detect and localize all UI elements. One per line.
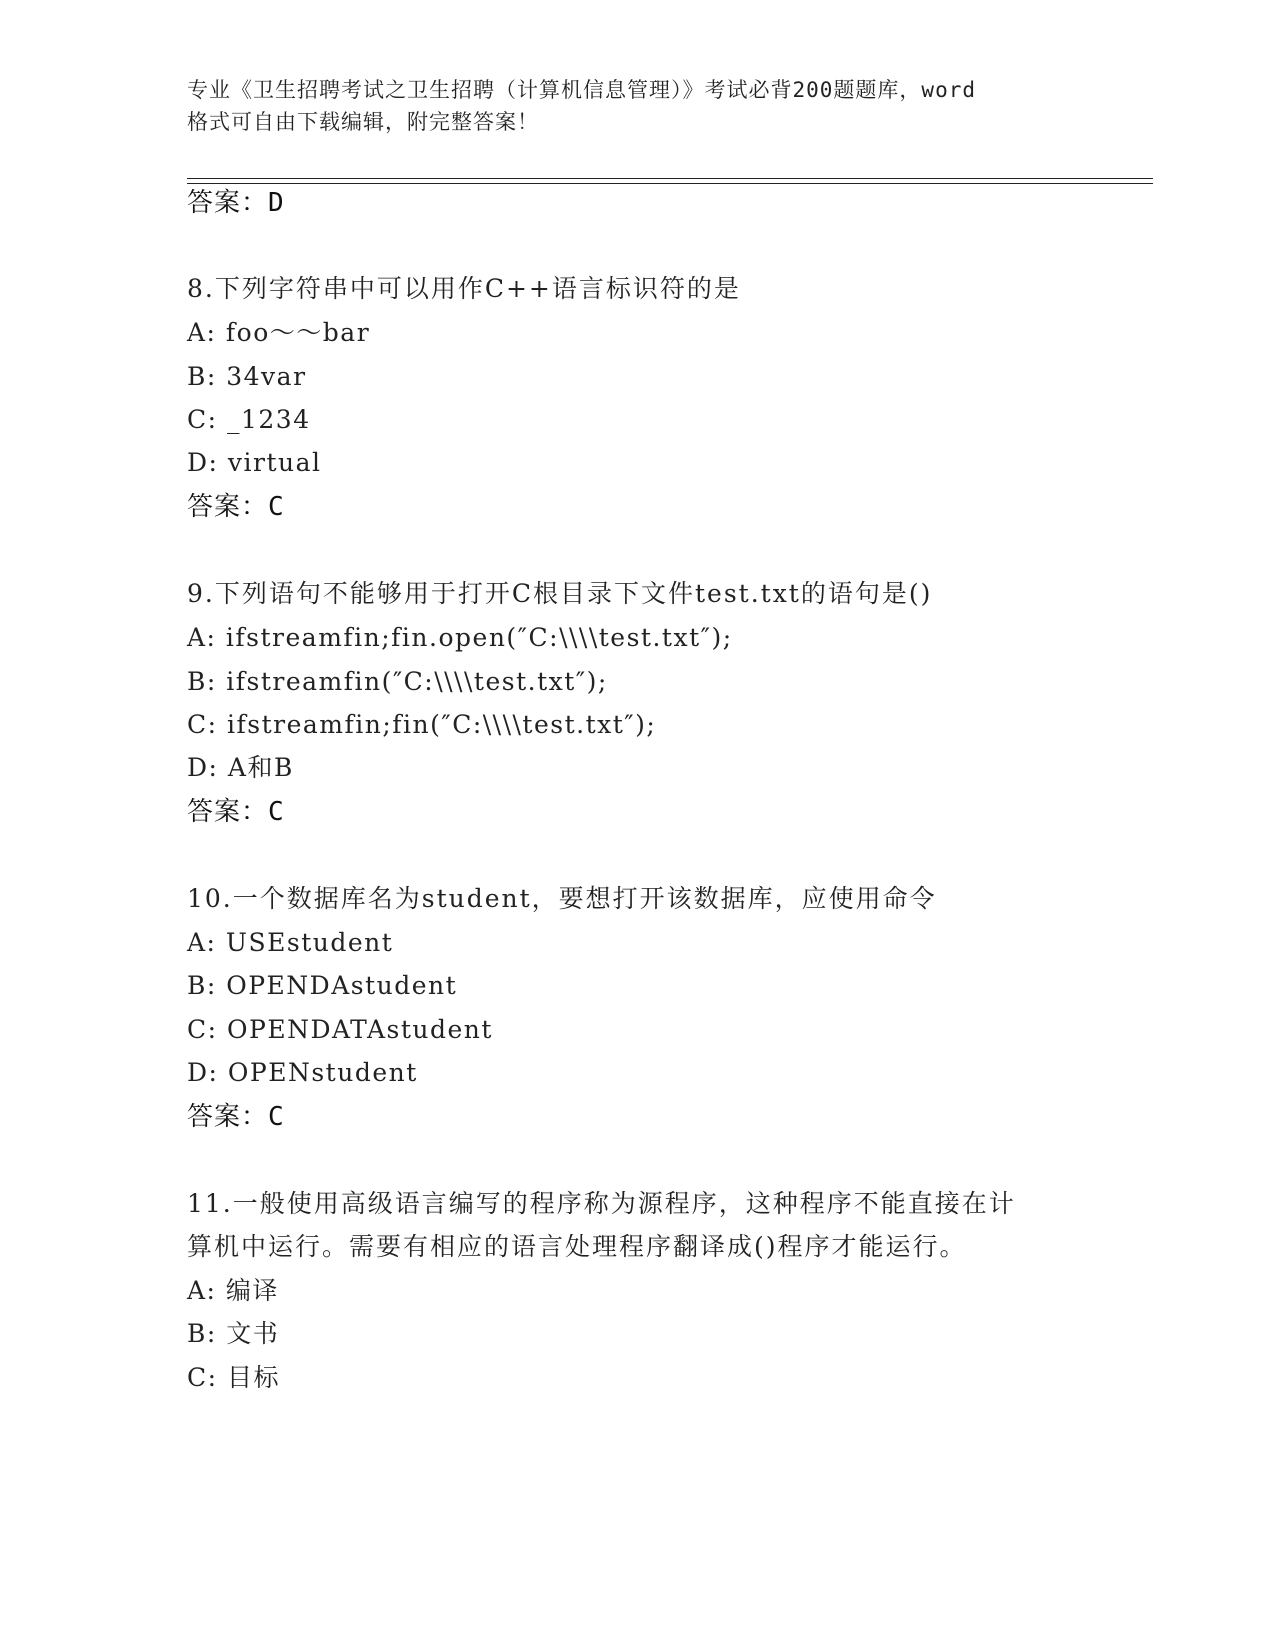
question-9-option-a: A: ifstreamfin;fin.open(″C:\\\\test.txt″); xyxy=(187,623,733,652)
question-10-option-d: D: OPENstudent xyxy=(187,1058,418,1087)
header-divider-bottom xyxy=(187,183,1153,184)
header-line-2: 格式可自由下载编辑，附完整答案！ xyxy=(187,110,539,134)
question-11-option-a: A: 编译 xyxy=(187,1276,279,1305)
question-8-option-c: C: _1234 xyxy=(187,405,311,434)
answer-previous: 答案：D xyxy=(187,188,285,218)
question-8-option-b: B: 34var xyxy=(187,362,307,391)
question-8-answer: 答案：C xyxy=(187,492,285,522)
question-8-option-d: D: virtual xyxy=(187,448,322,477)
question-9-option-c: C: ifstreamfin;fin(″C:\\\\test.txt″); xyxy=(187,710,657,739)
document-header xyxy=(187,74,1087,138)
question-8-stem: 8.下列字符串中可以用作C++语言标识符的是 xyxy=(187,274,741,303)
question-10-stem: 10.一个数据库名为student，要想打开该数据库，应使用命令 xyxy=(187,884,937,913)
question-11-stem-line-1: 11.一般使用高级语言编写的程序称为源程序，这种程序不能直接在计 xyxy=(187,1189,1016,1218)
question-10-option-c: C: OPENDATAstudent xyxy=(187,1015,493,1044)
question-9-option-d: D: A和B xyxy=(187,753,294,782)
question-9-option-b: B: ifstreamfin(″C:\\\\test.txt″); xyxy=(187,667,608,696)
header-divider-top xyxy=(187,178,1153,179)
header-line-1: 专业《卫生招聘考试之卫生招聘（计算机信息管理）》考试必背200题题库，word xyxy=(187,78,976,102)
question-11-option-c: C: 目标 xyxy=(187,1363,280,1392)
question-9-answer: 答案：C xyxy=(187,797,285,827)
question-10-option-b: B: OPENDAstudent xyxy=(187,971,458,1000)
question-9-stem: 9.下列语句不能够用于打开C根目录下文件test.txt的语句是() xyxy=(187,579,933,608)
question-11-option-b: B: 文书 xyxy=(187,1319,280,1348)
question-8-option-a: A: foo～～bar xyxy=(187,318,371,347)
question-10-answer: 答案：C xyxy=(187,1102,285,1132)
question-10-option-a: A: USEstudent xyxy=(187,928,394,957)
question-11-stem-line-2: 算机中运行。需要有相应的语言处理程序翻译成()程序才能运行。 xyxy=(187,1232,967,1261)
